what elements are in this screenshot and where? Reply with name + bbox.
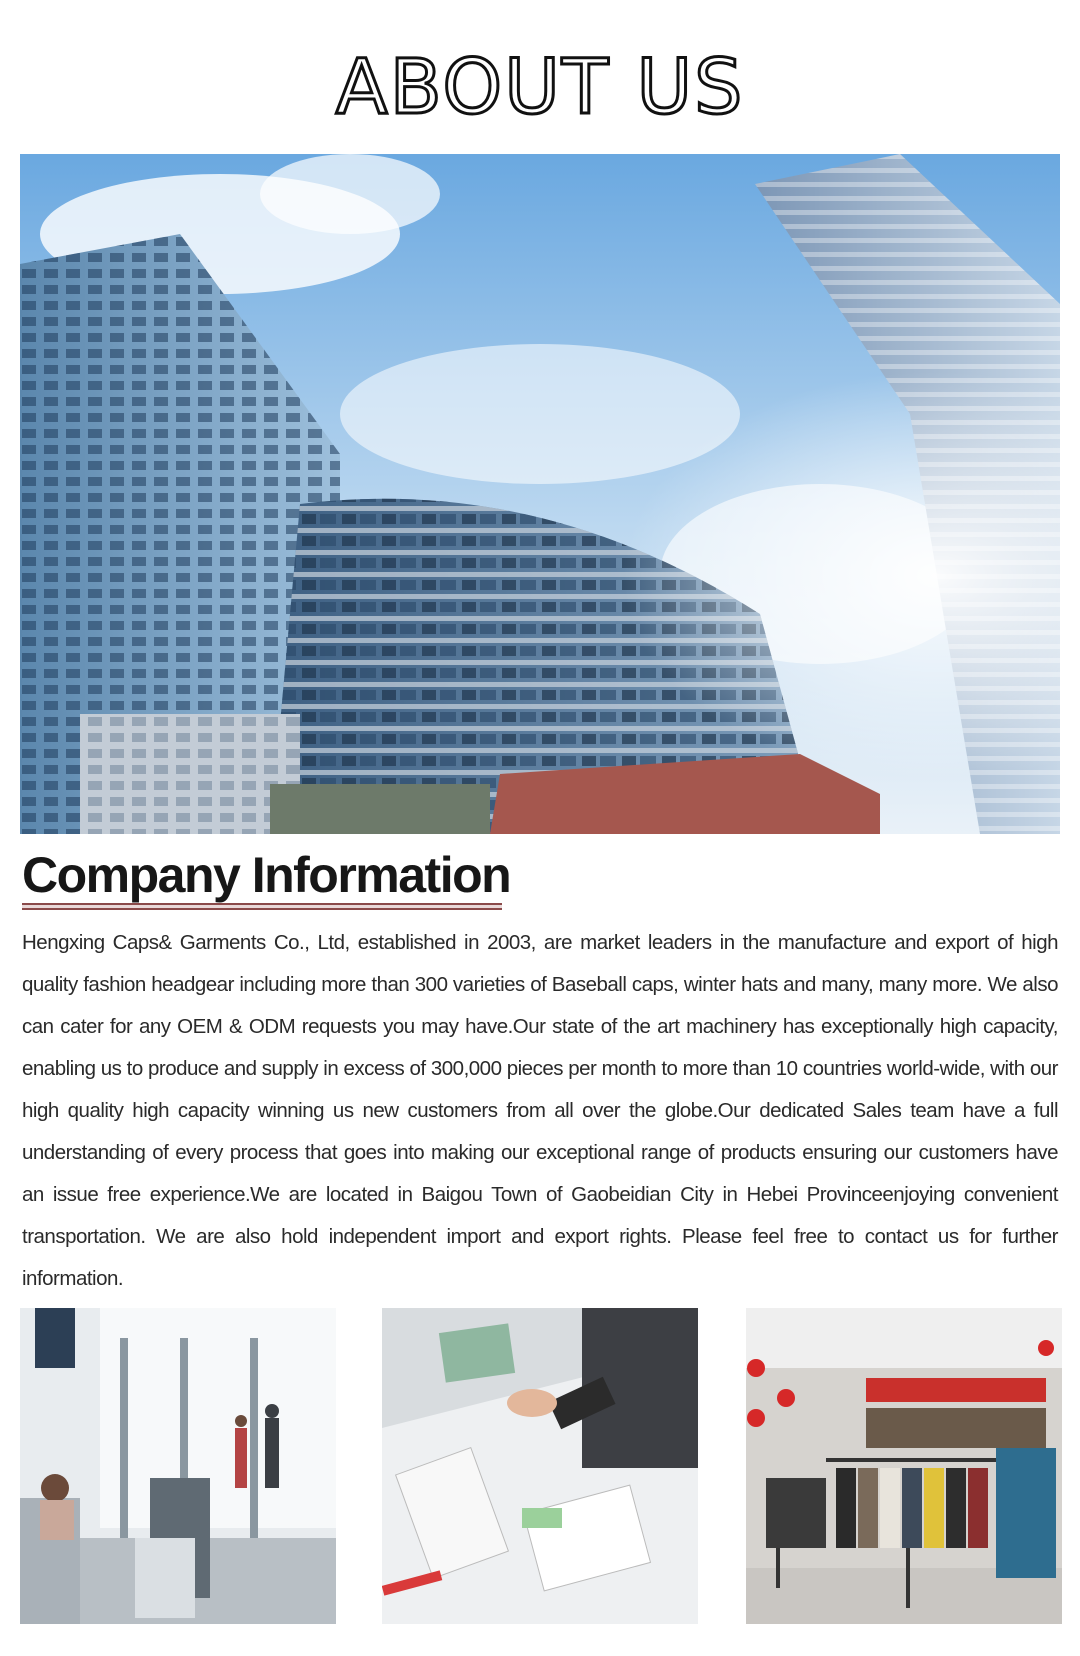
- company-description: Hengxing Caps& Garments Co., Ltd, established in 2003, are market leaders in the manufacture and export of high quality fashion headgear including more than 300 varieties of Baseball caps, winter hats and many, many more. We also can cater for any OEM & ODM requests you may have.Our state of the art machinery has exceptionally high capacity, enabling us to produce and supply in excess of 300,000 pieces per month to more than 10 countries world-wide, with our high quality high capacity winning us new customers from all over the globe.Our dedicated Sales team have a full understanding of every process that goes into making our exceptional range of products ensuring our customers have an issue free experience.We are located in Baigou Town of Gaobeidian City in Hebei Provinceenjoying convenient transportation. We are also hold independent import and export rights. Please feel free to contact us for further information.: [22, 931, 1058, 1290]
- heading-divider: [22, 903, 502, 910]
- photo-gallery: [20, 1308, 1060, 1624]
- gallery-photo-lobby: [20, 1308, 336, 1624]
- gallery-photo-showroom: [746, 1308, 1062, 1624]
- section-heading: Company Information: [22, 847, 511, 903]
- page-title: ABOUT US: [335, 42, 745, 131]
- gallery-photo-meeting: [382, 1308, 698, 1624]
- hero-image: [20, 154, 1060, 834]
